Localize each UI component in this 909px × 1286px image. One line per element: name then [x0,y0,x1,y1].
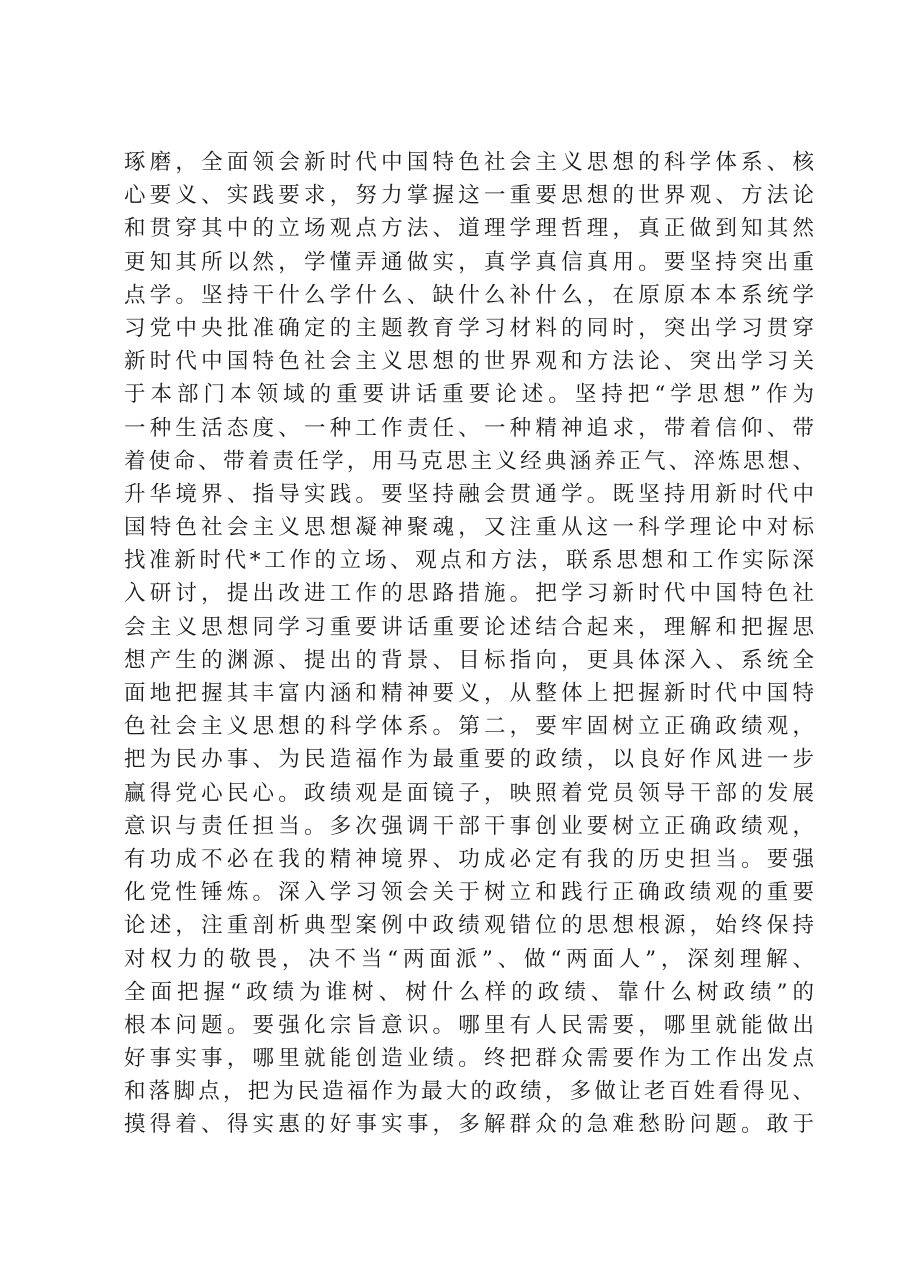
text-line: 新时代中国特色社会主义思想的世界观和方法论、突出学习关 [124,349,819,375]
text-line: 着使命、带着责任学，用马克思主义经典涵养正气、淬炼思想、 [124,448,818,474]
text-line: 色社会主义思想的科学体系。第二，要牢固树立正确政绩观， [124,714,819,740]
text-line: 点学。坚持干什么学什么、缺什么补什么，在原原本本系统学 [124,282,819,308]
text-line: 找准新时代*工作的立场、观点和方法，联系思想和工作实际深 [124,548,818,574]
text-line: 根本问题。要强化宗旨意识。哪里有人民需要，哪里就能做出 [124,1012,819,1038]
text-line: 心要义、实践要求，努力掌握这一重要思想的世界观、方法论 [124,183,819,209]
text-line: 更知其所以然，学懂弄通做实，真学真信真用。要坚持突出重 [124,249,819,275]
text-line: 和贯穿其中的立场观点方法、道理学理哲理，真正做到知其然 [124,216,819,242]
text-line: 化党性锤炼。深入学习领会关于树立和践行正确政绩观的重要 [124,880,819,906]
text-line: 意识与责任担当。多次强调干部干事创业要树立正确政绩观， [124,813,819,839]
text-line: 升华境界、指导实践。要坚持融会贯通学。既坚持用新时代中 [124,481,819,507]
text-line: 全面把握“政绩为谁树、树什么样的政绩、靠什么树政绩”的 [124,979,819,1005]
text-line: 好事实事，哪里就能创造业绩。终把群众需要作为工作出发点 [124,1046,819,1072]
text-line: 琢磨，全面领会新时代中国特色社会主义思想的科学体系、核 [124,150,819,175]
text-line: 习党中央批准确定的主题教育学习材料的同时，突出学习贯穿 [124,315,819,341]
text-line: 入研讨，提出改进工作的思路措施。把学习新时代中国特色社 [124,581,819,607]
text-line: 摸得着、得实惠的好事实事，多解群众的急难愁盼问题。敢于 [124,1112,819,1138]
text-line: 对权力的敬畏，决不当“两面派”、做“两面人”，深刻理解、 [124,946,819,972]
text-line: 会主义思想同学习重要讲话重要论述结合起来，理解和把握思 [124,614,819,640]
text-line: 和落脚点，把为民造福作为最大的政绩，多做让老百姓看得见、 [124,1079,818,1105]
text-line: 国特色社会主义思想凝神聚魂，又注重从这一科学理论中对标 [124,515,819,541]
text-line: 想产生的渊源、提出的背景、目标指向，更具体深入、系统全 [124,647,819,673]
text-line: 面地把握其丰富内涵和精神要义，从整体上把握新时代中国特 [124,681,819,706]
text-line: 于本部门本领域的重要讲话重要论述。坚持把“学思想”作为 [124,382,819,408]
text-line: 把为民办事、为民造福作为最重要的政绩，以良好作风进一步 [124,747,819,773]
text-line: 一种生活态度、一种工作责任、一种精神追求，带着信仰、带 [124,415,819,441]
text-line: 有功成不必在我的精神境界、功成必定有我的历史担当。要强 [124,846,819,872]
text-line: 赢得党心民心。政绩观是面镜子，映照着党员领导干部的发展 [124,780,819,806]
text-line: 论述，注重剖析典型案例中政绩观错位的思想根源，始终保持 [124,913,819,939]
body-paragraph [124,146,819,1142]
